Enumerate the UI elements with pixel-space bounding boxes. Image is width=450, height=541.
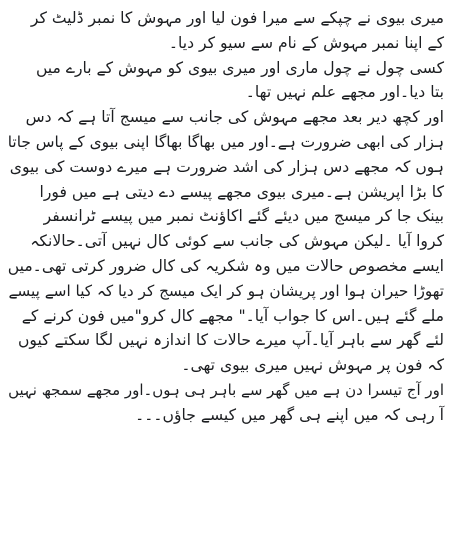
- paragraph-2: [8, 56, 444, 106]
- text-line: لئے گھر سے باہر آیا۔آپ میرے حالات کا اندازہ نہیں لگا سکتے کیوں: [17, 331, 444, 350]
- text-line: کا بڑا اپریشن ہے۔میری بیوی مجھے پیسے دے دیتی ہے میں فورا: [39, 182, 444, 201]
- text-line: میری بیوی نے چپکے سے میرا فون لیا اور مہوش کا نمبر ڈلیٹ کر: [30, 9, 444, 27]
- text-line: اور کچھ دیر بعد مجھے مہوش کی جانب سے میسج آتا ہے کہ دس: [25, 108, 444, 127]
- text-line: آ رہی کہ میں اپنے ہی گھر میں کیسے جاؤں۔۔۔: [135, 405, 444, 424]
- text-line: کروا آیا ۔لیکن مہوش کی جانب سے کوئی کال نہیں آتی۔حالانکہ: [30, 232, 444, 251]
- text-line: تھوڑا حیران ہوا اور پریشان ہو کر ایک میسج کر دیا کہ کیا اسے پیسے: [8, 281, 444, 300]
- text-line: اور آج تیسرا دن ہے میں گھر سے باہر ہی ہوں۔اور مجھے سمجھ نہیں: [8, 380, 444, 399]
- text-line: بتا دیا۔اور مجھے علم نہیں تھا۔: [245, 83, 444, 102]
- text-line: بینک جا کر میسج میں دیئے گئے اکاؤنٹ نمبر میں پیسے ٹرانسفر: [43, 207, 444, 226]
- paragraph-1: [8, 6, 444, 56]
- text-line: کے اپنا نمبر مہوش کے نام سے سیو کر دیا۔: [168, 33, 444, 52]
- paragraph-4: [8, 378, 444, 428]
- text-line: کسی چول نے چول ماری اور میری بیوی کو مہوش کے بارے میں: [35, 58, 444, 77]
- text-line: کہ فون پر مہوش نہیں میری بیوی تھی۔: [181, 356, 444, 375]
- paragraph-3: [8, 105, 444, 378]
- text-line: ہزار کی ابھی ضرورت ہے۔اور میں بھاگا بھاگا اپنی بیوی کے پاس جاتا: [7, 132, 444, 151]
- text-line: ایسے مخصوص حالات میں وہ شکریہ کی کال ضرور کرتی تھی۔میں: [7, 256, 444, 275]
- text-line: ہوں کہ مجھے دس ہزار کی اشد ضرورت ہے میرے دوست کی بیوی: [9, 157, 444, 176]
- text-line: ملے گئے ہیں۔اس کا جواب آیا۔" مجھے کال کرو"میں فون کرنے کے: [21, 306, 444, 325]
